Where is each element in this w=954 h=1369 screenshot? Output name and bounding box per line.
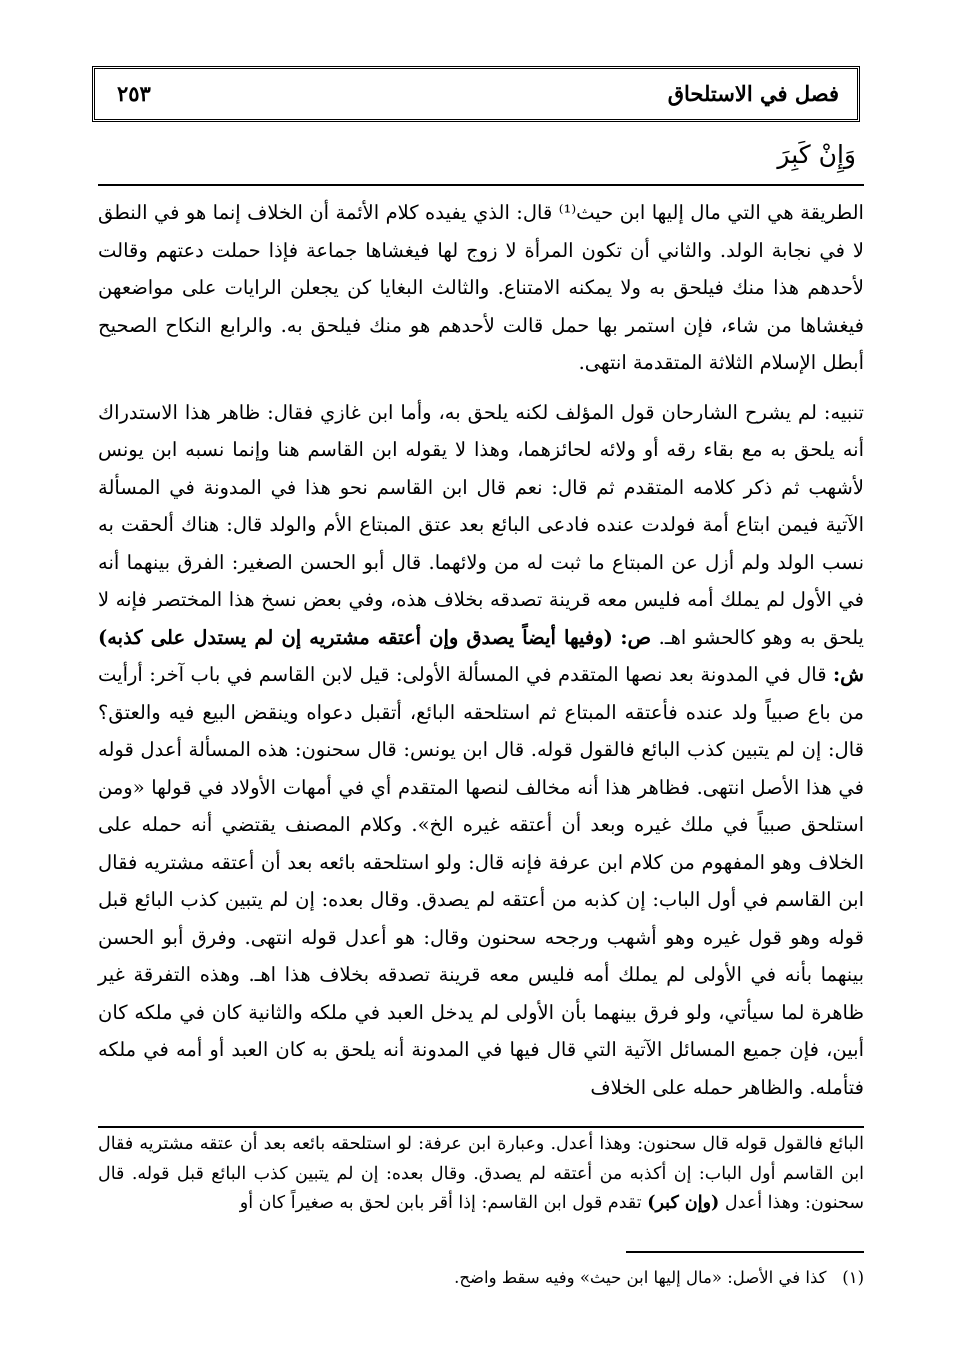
paragraph-1: الطريقة هي التي مال إليها ابن حيث⁽¹⁾ قال: الذي يفيده كلام الأئمة أن الخلاف إنما هو في النطق لا في نجابة الولد. والثاني أن تكون المرأة لا زوج لها فيغشاها جماعة فإذا حملت دعتهم وقالت لأحدهم هذا منك فيلحق به ولا يمكنه الامتناع. والثالث البغايا كن يجعلن الرايات على مواضعهن فيغشاها من شاء، فإن استمر بها حمل قالت لأحدهم هو منك فيلحق به. والرابع النكاح الصحيح أبطل الإسلام الثلاثة المتقدمة انتهى. (98, 201, 864, 374)
body-text (98, 194, 864, 1106)
footnote-text: كذا في الأصل: «مال إليها ابن حيث» وفيه سقط واضح. (454, 1268, 827, 1287)
note-part-1: البائع فالقول قوله قال سحنون: وهذا أعدل. وعبارة ابن عرفة: لو استلحقه بائعه بعد أن عتقه مشتريه فقال ابن القاسم أول الباب: إن أكذبه من أعتقه لم يصدق. وقال بعده: إن لم يتبين كذب البائع قبل قوله. قال سحنون: وهذا أعدل (98, 1134, 864, 1213)
note-bold: (وإن كبر) (647, 1193, 720, 1213)
page-header (92, 66, 860, 122)
paragraph-2-part-b: قال في المدونة بعد نصها المتقدم في المسألة الأولى: قيل لابن القاسم في باب آخر: أرأيت من باع صبياً ولد عنده فأعتقه المبتاع ثم استلحقه البائع، أتقبل دعواه وينقض البيع فيه والعتق؟ قال: إن لم يتبين كذب البائع فالقول قوله. قال ابن يونس: قال سحنون: هذه المسألة أعدل قوله في هذا الأصل انتهى. فظاهر هذا أنه مخالف لنصها المتقدم أي في أمهات الأولاد في قولها «ومن استلحق صبياً في ملك غيره وبعد أن أعتقه غيره الخ». وكلام المصنف يقتضي أنه حمله على الخلاف وهو المفهوم من كلام ابن عرفة فإنه قال: ولو استلحقه بائعه بعد أن أعتقه مشتريه فقال ابن القاسم في أول الباب: إن كذبه من أعتقه لم يصدق. وقال بعده: إن لم يتبين كذب البائع قبل قوله وهو قول غيره وهو أشهب ورجحه سحنون وقال: هو أعدل قوله انتهى. وفرق أبو الحسن بينهما بأنه في الأولى لم يملك أمه فليس معه قرينة تصدقه بخلاف هذا اهـ. وهذه التفرقة غير ظاهرة لما سيأتي، ولو فرق بينهما بأن الأولى لم يدخل العبد في ملكه والثانية كان في ملكه كان أبين، فإن جميع المسائل الآتية التي قال فيها في المدونة أنه يلحق به كان العبد أو أمه في ملكه فتأمله. والظاهر حمله على الخلاف (98, 663, 864, 1099)
chapter-title: فصل في الاستلحاق (667, 81, 839, 106)
page-number: ٢٥٣ (117, 81, 151, 106)
footnote (380, 1266, 864, 1290)
label-sad: ص: (620, 625, 652, 649)
label-sharh: ش: (832, 663, 864, 686)
matn-bold-text: (وفيها أيضاً يصدق وإن أعتقه مشتريه إن لم يستدل على كذبه) (98, 625, 613, 649)
footnote-marker: (١) (842, 1268, 864, 1287)
paragraph-2 (98, 394, 864, 1107)
footnote-rule (626, 1251, 864, 1253)
marginal-note (98, 1130, 864, 1219)
paragraph-2-part-a: تنبيه: لم يشرح الشارحان قول المؤلف لكنه يلحق به، وأما ابن غازي فقال: ظاهر هذا الاستدراك أنه يلحق به مع بقاء رقه أو ولائه لحائزهما، وهذا لا يقوله ابن القاسم هنا وإنما نسبه ابن يونس لأشهب ثم ذكر كلامه المتقدم ثم قال: نعم قال ابن القاسم نحو هذا في المدونة في المسألة الآتية فيمن ابتاع أمة فولدت عنده فادعى البائع بعد عتق المبتاع الأم والولد قال: هناك ألحقت به نسب الولد ولم أزل عن المبتاع ما ثبت له من ولائهما. قال أبو الحسن الصغير: الفرق بينهما أنه في الأول لم يملك أمه فليس معه قرينة تصدقه بخلاف هذه، وفي بعض نسخ هذا المختصر فإنه لا يلحق به وهو كالحشو اهـ. (98, 400, 864, 649)
note-part-2: تقدم قول ابن القاسم: إذا أقر بابن لحق به صغيراً كان أو (239, 1193, 642, 1213)
top-rule (98, 184, 864, 186)
matn-quote: وَإِنْ كَبِرَ (777, 140, 856, 169)
note-rule (98, 1126, 864, 1128)
